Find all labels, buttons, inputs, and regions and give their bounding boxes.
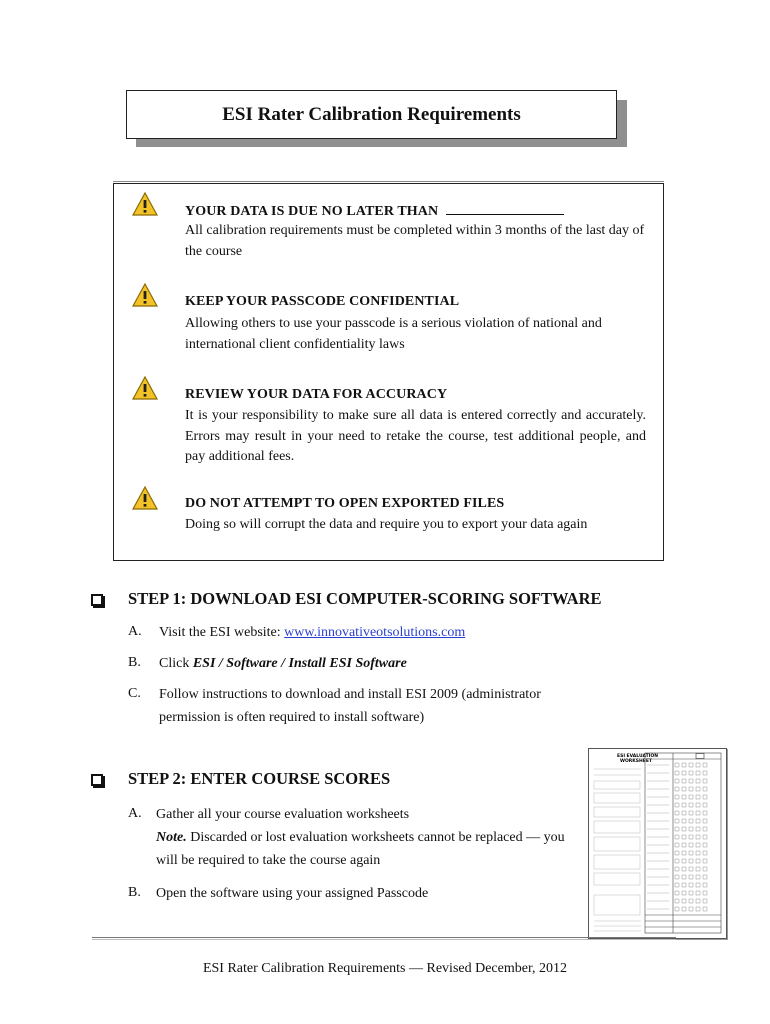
warning-body-passcode: Allowing others to use your passcode is a serious violation of national and international client confidentiality laws (185, 316, 602, 352)
esi-website-link[interactable]: www.innovativeotsolutions.com (284, 625, 466, 640)
warning-triangle-icon (132, 192, 158, 216)
step1-item-c: Follow instructions to download and install ESI 2009 (administrator permission is often required to install software) (159, 687, 541, 725)
warning-heading-accuracy: REVIEW YOUR DATA FOR ACCURACY (185, 387, 448, 402)
step1-checkbox[interactable] (91, 594, 103, 606)
step2-item-a: Gather all your course evaluation worksheets Note. Discarded or lost evaluation worksheets cannot be replaced — you will be required to take the course again (156, 807, 565, 868)
step2-heading: STEP 2: ENTER COURSE SCORES (128, 769, 391, 788)
step2-item-b: Open the software using your assigned Passcode (156, 886, 429, 901)
worksheet-title-2: WORKSHEET (620, 759, 652, 764)
warning-body-due: All calibration requirements must be completed within 3 months of the last day of the course (185, 223, 645, 259)
warning-triangle-icon (132, 283, 158, 307)
step1-item-c-label: C. (128, 686, 141, 701)
warning-body-exported: Doing so will corrupt the data and require you to export your data again (185, 517, 588, 532)
evaluation-worksheet-thumbnail (588, 748, 727, 939)
warning-heading-exported: DO NOT ATTEMPT TO OPEN EXPORTED FILES (185, 496, 505, 511)
warning-triangle-icon (132, 486, 158, 510)
warning-heading-passcode: KEEP YOUR PASSCODE CONFIDENTIAL (185, 294, 460, 309)
page-title (126, 90, 617, 139)
worksheet-title-1: ESI EVALUATION (617, 754, 658, 759)
step1-item-b-label: B. (128, 655, 141, 670)
step1-item-a-label: A. (128, 624, 142, 639)
page-title-text: ESI Rater Calibration Requirements (222, 103, 521, 125)
footer-text: ESI Rater Calibration Requirements — Revised December, 2012 (202, 961, 568, 976)
due-date-blank (446, 202, 564, 215)
step2-item-b-label: B. (128, 885, 141, 900)
step1-item-a: Visit the ESI website: www.innovativeotsolutions.com (159, 625, 466, 640)
footer-divider (92, 937, 676, 938)
step2-checkbox[interactable] (91, 774, 103, 786)
warning-body-accuracy: It is your responsibility to make sure all data is entered correctly and accurately. Errors may result in your need to retake the course, test additional people, and pay additional fees. (185, 408, 646, 464)
step2-item-a-label: A. (128, 806, 142, 821)
step1-heading: STEP 1: DOWNLOAD ESI COMPUTER-SCORING SOFTWARE (128, 589, 602, 608)
step1-item-b: Click ESI / Software / Install ESI Software (159, 656, 407, 671)
warning-triangle-icon (132, 376, 158, 400)
warning-heading-due: YOUR DATA IS DUE NO LATER THAN (185, 202, 564, 220)
worksheet-image (589, 749, 726, 938)
